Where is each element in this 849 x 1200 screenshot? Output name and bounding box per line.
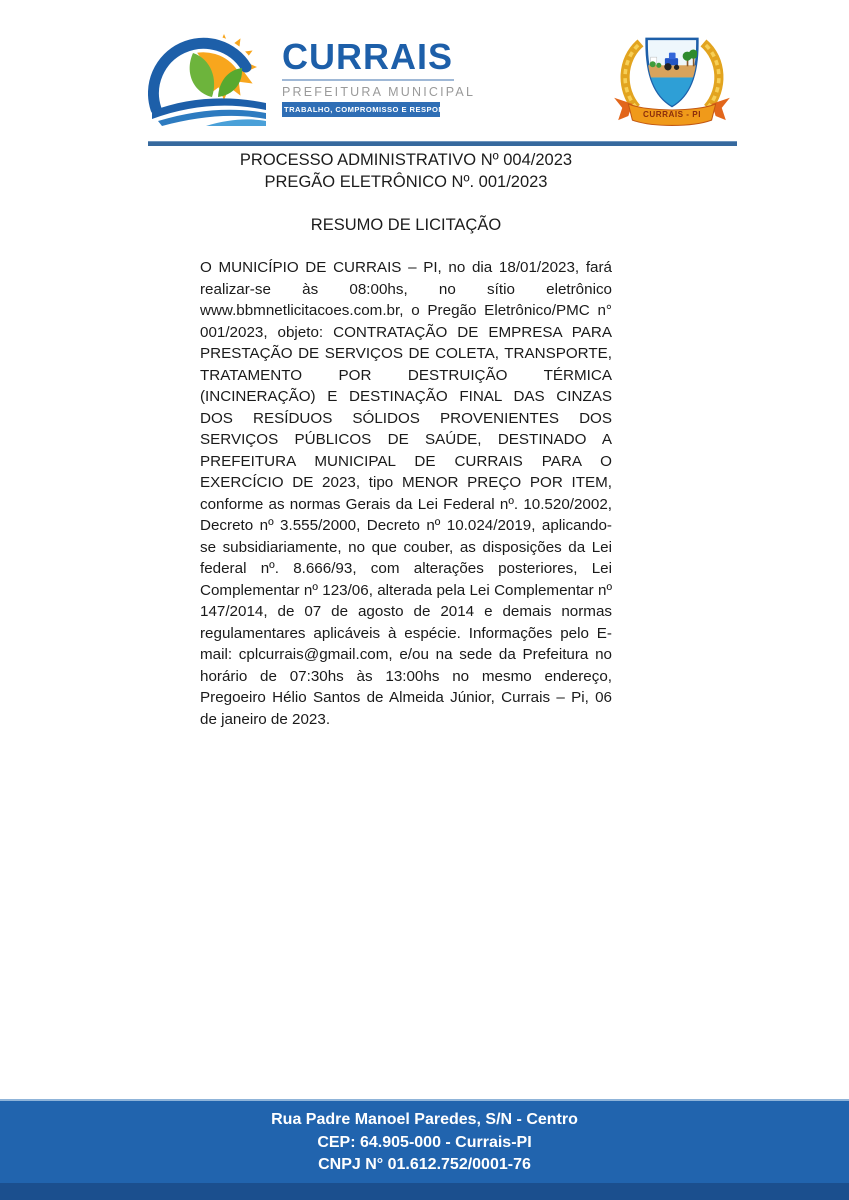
document-content — [200, 149, 612, 730]
footer-cep: CEP: 64.905-000 - Currais-PI — [317, 1133, 532, 1151]
process-number-line: PROCESSO ADMINISTRATIVO Nº 004/2023 — [239, 151, 573, 169]
logo-wordmark: CURRAIS — [282, 39, 454, 81]
auction-number-line: PREGÃO ELETRÔNICO Nº. 001/2023 — [264, 173, 548, 191]
logo-wordmark-block — [282, 31, 496, 117]
city-crest-icon — [606, 26, 738, 134]
body-paragraph: O MUNICÍPIO DE CURRAIS – PI, no dia 18/01/2023, fará realizar-se às 08:00hs, no sítio eletrônico www.bbmnetlicitacoes.com.br, o Pregão Eletrônico/PMC n° 001/2023, objeto: CONTRATAÇÃO DE EMPRESA PARA PRESTAÇÃO DE SERVIÇOS DE COLETA, TRANSPORTE, TRATAMENTO POR DESTRUIÇÃO TÉRMICA (INCINERAÇÃO) E DESTINAÇÃO FINAL DAS CINZAS DOS RESÍDUOS SÓLIDOS PROVENIENTES DOS SERVIÇOS PÚBLICOS DE SAÚDE, DESTINADO A PREFEITURA MUNICIPAL DE CURRAIS PARA O EXERCÍCIO DE 2023, tipo MENOR PREÇO POR ITEM, conforme as normas Gerais da Lei Federal nº. 10.520/2002, Decreto nº 3.555/2000, Decreto nº 10.024/2019, aplicando-se subsidiariamente, no que couber, as disposições da Lei federal nº. 8.666/93, com alterações posteriores, Lei Complementar nº 123/06, alterada pela Lei Complementar nº 147/2014, de 07 de agosto de 2014 e demais normas regulamentares aplicáveis à espécie. Informações pelo E-mail: cplcurrais@gmail.com, e/ou na sede da Prefeitura no horário de 07:30hs às 13:00hs no mesmo endereço, Pregoeiro Hélio Santos de Almeida Júnior, Currais – Pi, 06 de janeiro de 2023. — [200, 259, 612, 728]
header-divider-rule — [148, 141, 737, 146]
section-title: RESUMO DE LICITAÇÃO — [310, 216, 502, 234]
footer-info-band — [0, 1101, 849, 1183]
logo-tagline-badge: TRABALHO, COMPROMISSO E RESPONSABILIDADE — [282, 102, 440, 117]
footer-bottom-band — [0, 1183, 849, 1200]
sun-leaf-waves-logo-icon — [148, 31, 270, 126]
footer-address: Rua Padre Manoel Paredes, S/N - Centro — [271, 1111, 578, 1128]
document-title-block — [200, 149, 612, 193]
logo-subtitle: PREFEITURA MUNICIPAL — [282, 85, 476, 99]
crest-ribbon-text: CURRAIS - PI — [643, 110, 701, 120]
footer-cnpj: CNPJ N° 01.612.752/0001-76 — [318, 1156, 531, 1173]
footer — [0, 1099, 849, 1200]
currais-logo — [148, 31, 496, 126]
